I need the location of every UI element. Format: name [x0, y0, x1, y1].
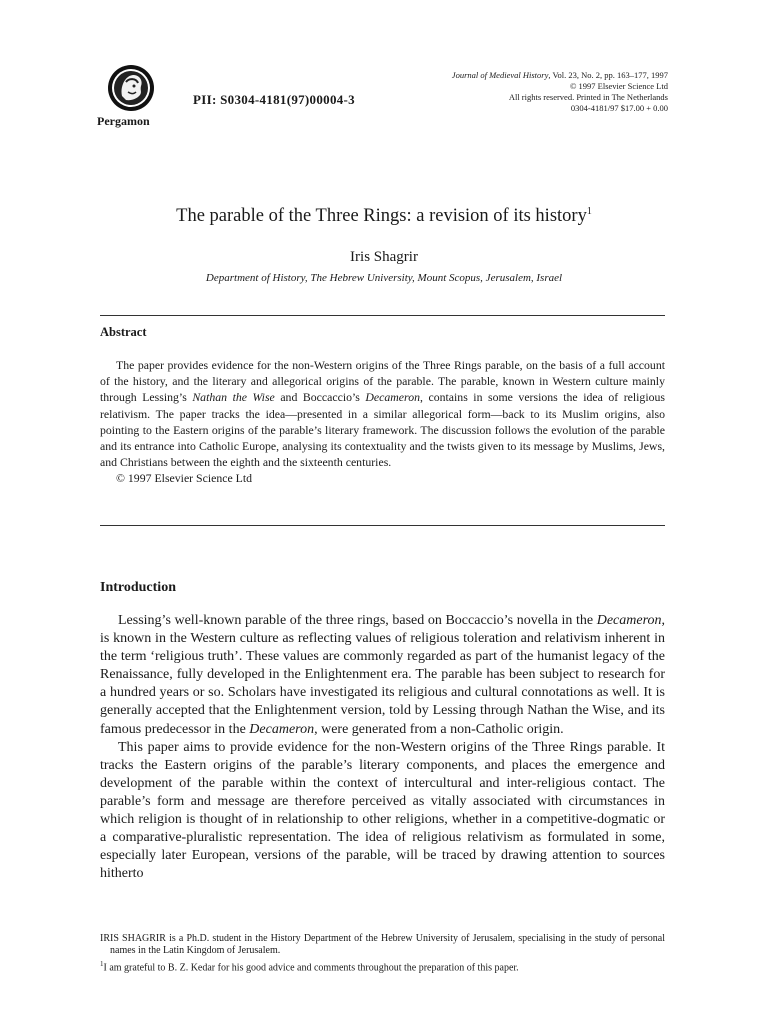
body-paragraph: Lessing’s well-known parable of the three rings, based on Boccaccio’s novella in the Decameron, is known in the Western culture as reflecting values of religious toleration and relativism inherent in the term ‘religious truth’. These values are commonly regarded as part of the humanist legacy of the Renaissance, fully developed in the Enlightenment era. The parable has been subject to research for a hundred years or so. Scholars have investigated its religious and cultural connotations as well. It is generally accepted that the Enlightenment version, told by Lessing through Nathan the Wise, and its famous predecessor in the Decameron, were generated from a non-Catholic origin.: [100, 613, 665, 737]
author-affiliation: Department of History, The Hebrew University, Mount Scopus, Jerusalem, Israel: [205, 272, 563, 284]
work-title: Decameron: [365, 390, 420, 405]
footnote-1: $^1$I am grateful to B. Z. Kedar for his good advice and comments throughout the preparation of this paper.: [100, 959, 519, 973]
journal-rights: All rights reserved. Printed in The Netherlands: [508, 92, 668, 102]
abstract-bottom-rule: [100, 525, 665, 526]
journal-volume-line: [388, 70, 668, 81]
author-note: IRIS SHAGRIR is a Ph.D. student in the History Department of the Hebrew University of Jerusalem, specialising in the study of personal names in the Latin Kingdom of Jerusalem.: [100, 933, 665, 957]
journal-citation: [388, 70, 668, 114]
publisher-name: Pergamon: [97, 114, 150, 128]
journal-copyright: © 1997 Elsevier Science Ltd: [569, 81, 668, 91]
abstract-paragraph: The paper provides evidence for the non-Western origins of the Three Rings parable, on the basis of a full account of the history, and the literary and allegorical origins of the parable. The parable, known in Western culture mainly through Lessing’s Nathan the Wise and Boccaccio’s Decameron, contains in some versions the idea of religious relativism. The paper tracks the idea—presented in a similar allegorical form—back to its Muslim origins, also pointing to the Eastern origins of the parable’s literary framework. The discussion follows the evolution of the parable and its entrance into Catholic Europe, analysing its contextuality and the twists given to its message by Muslims, Jews, and Christians between the eighth and the sixteenth centuries.: [100, 358, 665, 470]
abstract-body: [100, 357, 665, 487]
footnotes: [100, 933, 665, 974]
abstract-copyright: © 1997 Elsevier Science Ltd: [116, 471, 253, 486]
pii-identifier: PII: S0304-4181(97)00004-3: [193, 92, 355, 107]
abstract-top-rule: [100, 315, 665, 316]
journal-volume: , Vol. 23, No. 2, pp. 163–177, 1997: [548, 70, 668, 80]
work-title: Decameron: [596, 613, 662, 628]
body-paragraph: This paper aims to provide evidence for the non-Western origins of the Three Rings parable. It tracks the Eastern origins of the parable’s literary components, and places the emergence and development of the parable within the context of intercultural and inter-religious contact. The parable’s form and message are therefore perceived as vitally associated with circumstances in which religion is thought of in relationship to other religions, whether in a competitive-dogmatic or a comparative-pluralistic representation. The idea of religious relativism as formulated in some, especially later European, versions of the parable, will be traced by drawing attention to sources hitherto: [100, 739, 665, 882]
journal-issn: 0304-4181/97 $17.00 + 0.00: [570, 103, 668, 113]
introduction-body: [100, 612, 665, 883]
journal-name: Journal of Medieval History: [451, 70, 549, 80]
section-heading-introduction: Introduction: [100, 580, 176, 595]
abstract-heading: Abstract: [100, 325, 147, 339]
title-footnote-mark: 1: [586, 206, 592, 217]
work-title: Nathan the Wise: [192, 390, 275, 405]
article-author: Iris Shagrir: [350, 249, 418, 265]
pergamon-medallion-icon: [106, 62, 156, 114]
footnote-mark: 1: [100, 959, 104, 968]
article-title: [0, 206, 768, 227]
article-title-text: The parable of the Three Rings: a revision of its history: [176, 206, 587, 227]
work-title: Decameron: [249, 721, 315, 737]
